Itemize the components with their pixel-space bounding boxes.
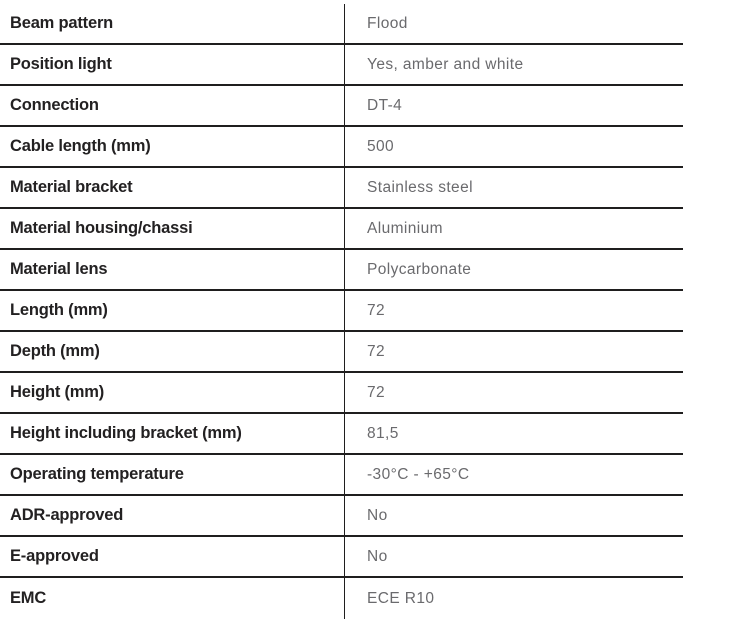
table-row xyxy=(0,414,683,455)
spec-value: No xyxy=(344,537,683,576)
table-row xyxy=(0,291,683,332)
table-row xyxy=(0,496,683,537)
spec-label: Material lens xyxy=(10,260,108,278)
table-row xyxy=(0,4,683,45)
spec-value: 81,5 xyxy=(344,414,683,453)
spec-label: Position light xyxy=(10,55,112,73)
table-row xyxy=(0,537,683,578)
spec-value: -30°C - +65°C xyxy=(344,455,683,494)
spec-value: Polycarbonate xyxy=(344,250,683,289)
spec-value: 72 xyxy=(344,373,683,412)
spec-label: EMC xyxy=(10,589,47,607)
spec-label: E-approved xyxy=(10,547,99,565)
spec-label: ADR-approved xyxy=(10,506,124,524)
spec-label: Material housing/chassi xyxy=(10,219,193,237)
table-row xyxy=(0,578,683,619)
spec-value: 72 xyxy=(344,332,683,371)
table-row xyxy=(0,373,683,414)
spec-value: Flood xyxy=(344,4,683,43)
spec-label: Depth (mm) xyxy=(10,342,100,360)
spec-value: 500 xyxy=(344,127,683,166)
spec-label: Height including bracket (mm) xyxy=(10,424,242,442)
spec-value: DT-4 xyxy=(344,86,683,125)
spec-label: Material bracket xyxy=(10,178,133,196)
spec-label: Cable length (mm) xyxy=(10,137,151,155)
spec-value: Yes, amber and white xyxy=(344,45,683,84)
spec-value: Aluminium xyxy=(344,209,683,248)
spec-value: Stainless steel xyxy=(344,168,683,207)
table-row xyxy=(0,45,683,86)
spec-value: 72 xyxy=(344,291,683,330)
spec-label: Operating temperature xyxy=(10,465,184,483)
table-row xyxy=(0,168,683,209)
spec-value: No xyxy=(344,496,683,535)
specifications-table xyxy=(0,4,683,619)
spec-label: Length (mm) xyxy=(10,301,108,319)
table-row xyxy=(0,455,683,496)
table-row xyxy=(0,332,683,373)
table-row xyxy=(0,86,683,127)
table-row xyxy=(0,127,683,168)
spec-label: Beam pattern xyxy=(10,14,114,32)
spec-label: Connection xyxy=(10,96,99,114)
table-row xyxy=(0,209,683,250)
table-row xyxy=(0,250,683,291)
spec-label: Height (mm) xyxy=(10,383,105,401)
spec-value: ECE R10 xyxy=(344,578,683,619)
